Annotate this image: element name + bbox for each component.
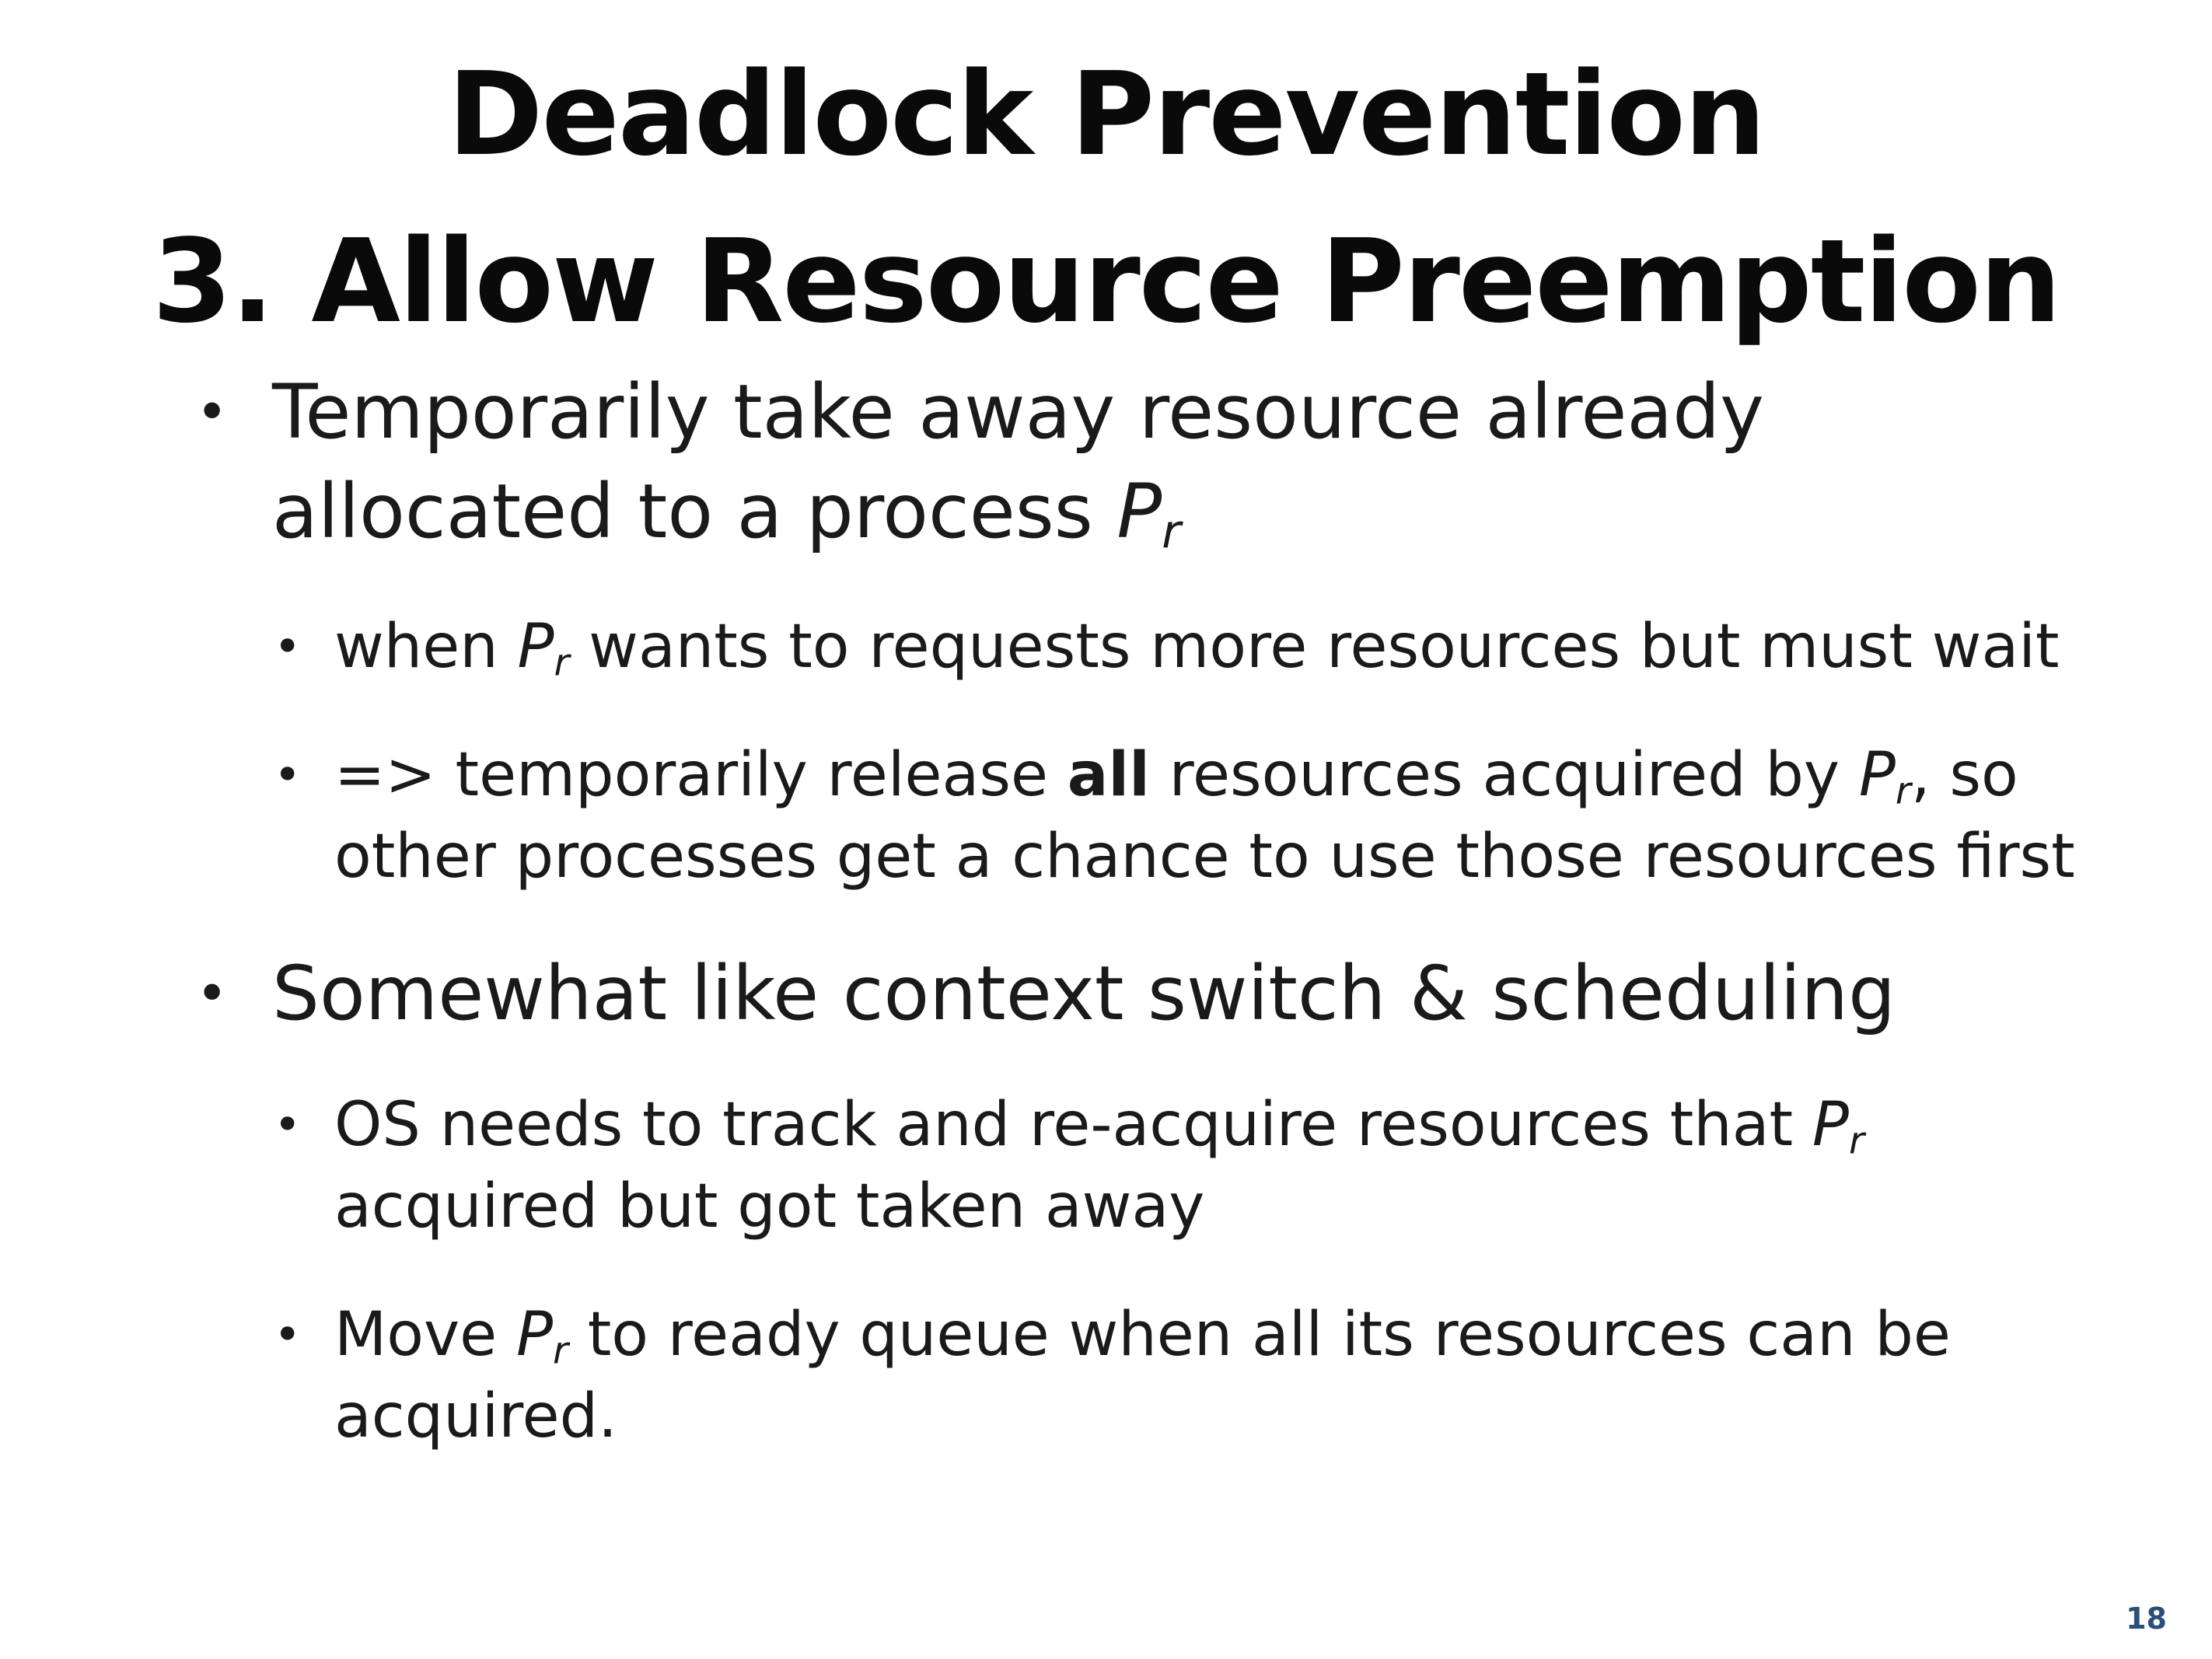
process-pr-symbol: $P_r$ bbox=[515, 1300, 568, 1373]
bullet-1-line-1: Temporarily take away resource already bbox=[272, 368, 1764, 456]
bullet-1-line-2: allocated to a process $P_r$ bbox=[272, 468, 1181, 560]
process-pr-symbol: $P_r$ bbox=[1858, 740, 1911, 813]
sub-bullet-1-2-line-2: other processes get a chance to use those resources first bbox=[334, 822, 2075, 892]
bullet-marker: • bbox=[196, 962, 229, 1025]
sub-bullet-2-1-line-2: acquired but got taken away bbox=[334, 1172, 1205, 1242]
process-pr-symbol: $P_r$ bbox=[1812, 1090, 1864, 1163]
process-pr-symbol: $P_r$ bbox=[1116, 468, 1181, 560]
title-line-2: 3. Allow Resource Preemption bbox=[152, 215, 2060, 348]
sub-bullet-marker: • bbox=[274, 620, 302, 674]
bullet-2-line-1: Somewhat like context switch & scheduling bbox=[272, 950, 1896, 1037]
sub-bullet-2-2-line-1: Move $P_r$ to ready queue when all its resources can be bbox=[334, 1300, 1951, 1373]
title-line-1: Deadlock Prevention bbox=[447, 47, 1765, 181]
sub-bullet-marker: • bbox=[274, 1098, 302, 1152]
sub-bullet-2-2-line-2: acquired. bbox=[334, 1381, 617, 1451]
slide-title bbox=[0, 31, 2212, 365]
emphasis-all: all bbox=[1067, 740, 1150, 810]
sub-bullet-1-2-line-1: => temporarily release all resources acquired by $P_r$, so bbox=[334, 740, 2018, 813]
page-number: 18 bbox=[2126, 1601, 2167, 1636]
sub-bullet-2-1-line-1: OS needs to track and re-acquire resources that $P_r$ bbox=[334, 1090, 1864, 1163]
sub-bullet-marker: • bbox=[274, 1308, 302, 1362]
process-pr-symbol: $P_r$ bbox=[517, 612, 570, 685]
sub-bullet-marker: • bbox=[274, 748, 302, 802]
bullet-marker: • bbox=[196, 380, 229, 444]
sub-bullet-1-1: when $P_r$ wants to requests more resources but must wait bbox=[334, 612, 2060, 685]
